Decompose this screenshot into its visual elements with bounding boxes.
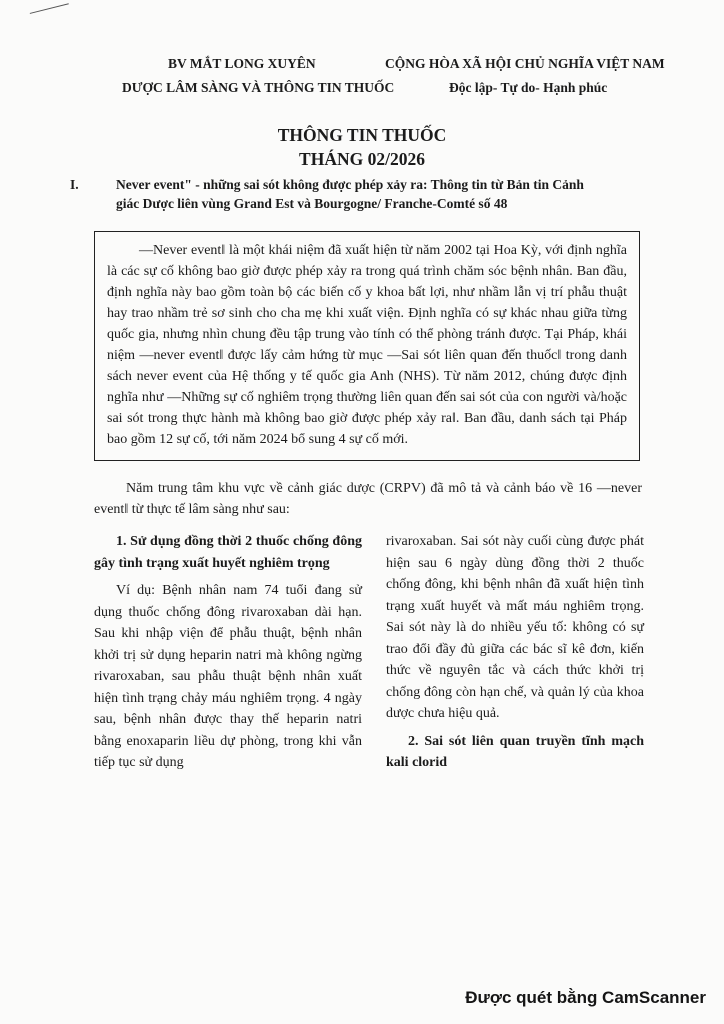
intro-paragraph: [94, 478, 642, 520]
hospital-name: BV MẮT LONG XUYÊN: [168, 56, 316, 71]
example-paragraph: Ví dụ: Bệnh nhân nam 74 tuổi đang sử dụng thuốc chống đông rivaroxaban dài hạn. Sau khi nhập viện để phẫu thuật, bệnh nhân khởi trị sử dụng heparin natri mà không ngừng rivaroxaban, sau phẫu thuật bệnh nhân xuất hiện tình trạng chảy máu nghiêm trọng. 4 ngày sau, bệnh nhân được thay thế heparin natri bằng enoxaparin liều dự phòng, trong khi vẫn tiếp tục sử dụng: [94, 583, 362, 770]
section-number: I.: [70, 177, 79, 192]
scan-pen-mark: [30, 3, 71, 19]
national-motto: Độc lập- Tự do- Hạnh phúc: [449, 80, 608, 95]
subheading-2: 2. Sai sót liên quan truyền tĩnh mạch kali clorid: [386, 733, 644, 770]
left-column: [94, 531, 362, 774]
doc-month: THÁNG 02/2026: [299, 149, 425, 169]
camscanner-watermark: Được quét bằng CamScanner: [465, 988, 706, 1007]
department-name: DƯỢC LÂM SÀNG VÀ THÔNG TIN THUỐC: [122, 80, 395, 95]
doc-title: THÔNG TIN THUỐC: [277, 125, 447, 145]
right-column: [386, 531, 644, 774]
intro-text: Năm trung tâm khu vực về cảnh giác dược (CRPV) đã mô tả và cảnh báo về 16 ―never eventǁ từ thực tế lâm sàng như sau:: [94, 481, 642, 517]
national-title: CỘNG HÒA XÃ HỘI CHỦ NGHĨA VIỆT NAM: [385, 56, 665, 71]
definition-text: ―Never eventǁ là một khái niệm đã xuất hiện từ năm 2002 tại Hoa Kỳ, với định nghĩa là các sự cố không bao giờ được phép xảy ra trong quá trình chăm sóc bệnh nhân. Ban đầu, định nghĩa này bao gồm toàn bộ các biến cố y khoa bất lợi, như nhầm lẫn vị trí phẫu thuật hay trao nhầm trẻ sơ sinh cho cha mẹ khi xuất viện. Định nghĩa có sự khác nhau giữa từng quốc gia, nhưng nhìn chung đều tập trung vào tính có thể phòng tránh được. Tại Pháp, khái niệm ―never eventǁ được lấy cảm hứng từ mục ―Sai sót liên quan đến thuốcǁ trong danh sách never event của Hệ thống y tế quốc gia Anh (NHS). Từ năm 2012, chúng được định nghĩa như ―Những sự cố nghiêm trọng thường liên quan đến sai sót của con người và/hoặc sai sót trong thực hành mà không bao giờ được phép xảy raǁ. Ban đầu, danh sách tại Pháp bao gồm 12 sự cố, tới năm 2024 bổ sung 4 sự cố mới.: [107, 243, 627, 447]
section-title: Never event" - những sai sót không được phép xảy ra: Thông tin từ Bản tin Cảnh giác Dược liên vùng Grand Est và Bourgogne/ Franche-Comté số 48: [116, 177, 584, 211]
continuation-paragraph: rivaroxaban. Sai sót này cuối cùng được phát hiện sau 6 ngày dùng đồng thời 2 thuốc chống đông, khi bệnh nhân đã xuất hiện tình trạng xuất huyết và mất máu nghiêm trọng. Sai sót này là do nhiều yếu tố: không có sự trao đổi đầy đủ giữa các bác sĩ kê đơn, kiến thức về nguyên tắc và cách thức khởi trị chống đông còn hạn chế, và quản lý của khoa dược chưa hiệu quả.: [386, 534, 644, 721]
subheading-1: 1. Sử dụng đồng thời 2 thuốc chống đông gây tình trạng xuất huyết nghiêm trọng: [94, 534, 362, 571]
definition-box: [94, 231, 640, 461]
